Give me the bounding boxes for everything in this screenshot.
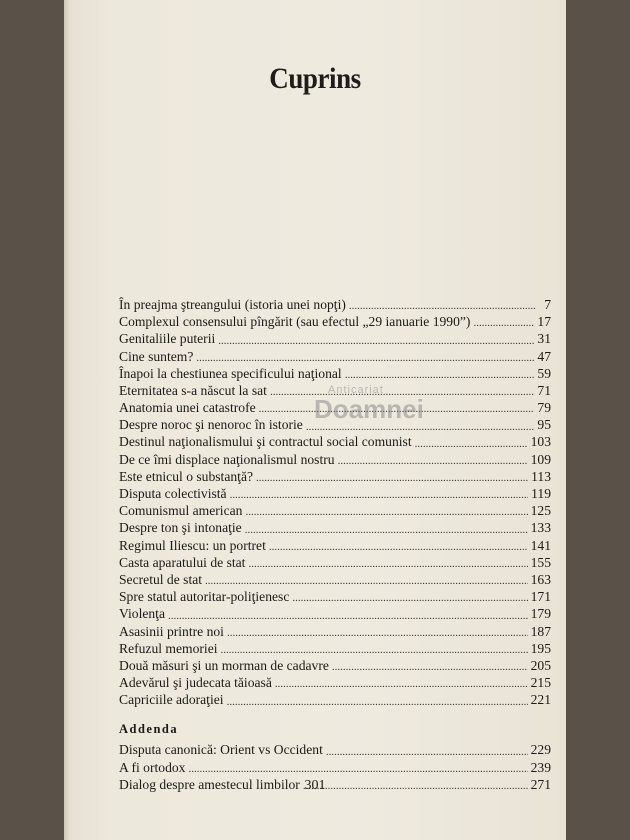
toc-entry-title: În preajma ştreangului (istoria unei nopţi) [119,296,346,312]
toc-entry-page: 79 [537,400,551,416]
toc-entry [119,759,551,776]
book-page [64,0,566,840]
toc-main-list [119,296,551,709]
toc-entry-title: Complexul consensului pîngărit (sau efectul „29 ianuarie 1990”) [119,314,471,330]
toc-entry-page: 195 [530,640,551,656]
toc-leader-dots [205,574,528,588]
toc-entry [119,605,551,622]
toc-entry-page: 113 [531,468,551,484]
toc-entry-title: Adevărul şi judecata tăioasă [119,675,272,691]
toc-entry [119,742,551,759]
toc-entry-title: Violenţa [119,606,165,622]
toc-entry [119,434,551,451]
toc-leader-dots [168,609,528,623]
toc-entry-title: Două măsuri şi un morman de cadavre [119,657,329,673]
toc-leader-dots [259,402,535,416]
toc-entry-title: Anatomia unei catastrofe [119,400,256,416]
toc-entry-page: 179 [530,606,551,622]
toc-entry-page: 119 [531,486,551,502]
toc-leader-dots [245,523,528,537]
toc-entry [119,468,551,485]
toc-entry-title: Secretul de stat [119,571,203,587]
toc-entry [119,588,551,605]
toc-leader-dots [227,626,528,640]
toc-entry-title: Dialog despre amestecul limbilor [119,776,300,792]
toc-entry [119,657,551,674]
toc-entry [119,519,551,536]
toc-entry-page: 229 [530,742,551,758]
toc-entry-page: 59 [537,365,551,381]
toc-leader-dots [326,745,528,759]
toc-entry [119,296,551,313]
toc-entry [119,554,551,571]
toc-leader-dots [230,488,529,502]
toc-entry-page: 171 [530,589,551,605]
toc-entry [119,365,551,382]
toc-entry-page: 221 [530,692,551,708]
toc-entry-title: Cine suntem? [119,348,194,364]
toc-entry-title: Înapoi la chestiunea specificului naţional [119,365,342,381]
toc-entry-title: Genitaliile puterii [119,331,216,347]
toc-leader-dots [338,454,528,468]
toc-entry [119,416,551,433]
toc-entry [119,313,551,330]
toc-entry-page: 125 [530,503,551,519]
toc-leader-dots [227,695,528,709]
toc-entry-title: De ce îmi displace naţionalismul nostru [119,451,335,467]
toc-leader-dots [188,762,527,776]
toc-entry-title: Asasinii printre noi [119,623,224,639]
toc-entry [119,537,551,554]
toc-leader-dots [306,420,535,434]
toc-entry-page: 271 [530,776,551,792]
toc-entry-page: 71 [537,382,551,398]
toc-leader-dots [275,677,528,691]
toc-entry-page: 163 [530,571,551,587]
toc-entry-title: Este etnicul o substanţă? [119,468,254,484]
toc-entry-title: A fi ortodox [119,759,186,775]
toc-entry-title: Refuzul memoriei [119,640,218,656]
toc-entry-page: 239 [530,759,551,775]
toc-leader-dots [345,368,535,382]
toc-entry-page: 141 [530,537,551,553]
toc-leader-dots [270,385,534,399]
toc-entry-page: 205 [530,657,551,673]
toc-entry-page: 133 [530,520,551,536]
toc-entry-page: 7 [544,296,551,312]
toc-entry-title: Spre statul autoritar-poliţienesc [119,589,290,605]
toc-entry-page: 155 [530,554,551,570]
toc-entry-page: 31 [537,331,551,347]
toc-leader-dots [269,540,528,554]
page-number: 301 [304,778,326,793]
toc-entry [119,674,551,691]
toc-leader-dots [473,316,534,330]
page-title: Cuprins [269,62,361,95]
watermark-line1: Anticariat [328,384,384,396]
toc-entry-title: Destinul naţionalismului şi contractul social comunist [119,434,412,450]
toc-leader-dots [221,643,528,657]
toc-entry-page: 17 [537,314,551,330]
toc-entry-page: 215 [530,675,551,691]
toc-entry [119,330,551,347]
toc-entry-title: Despre ton şi intonaţie [119,520,242,536]
toc-leader-dots [256,471,528,485]
watermark-line2: Doamnei [314,394,424,424]
toc-entry [119,691,551,708]
toc-leader-dots [349,299,536,313]
toc-entry-page: 103 [530,434,551,450]
toc-entry-title: Comunismul american [119,503,243,519]
addenda-heading: Addenda [119,721,179,736]
toc-entry-page: 95 [537,417,551,433]
toc-entry-title: Regimul Iliescu: un portret [119,537,266,553]
toc-entry [119,485,551,502]
toc-entry-page: 109 [530,451,551,467]
toc-leader-dots [332,660,528,674]
toc-entry-page: 187 [530,623,551,639]
toc-entry-title: Casta aparatului de stat [119,554,246,570]
toc-entry [119,502,551,519]
toc-entry [119,451,551,468]
toc-leader-dots [292,591,527,605]
toc-leader-dots [218,334,534,348]
table-of-contents [119,296,551,793]
toc-entry-title: Disputa canonică: Orient vs Occident [119,742,323,758]
toc-leader-dots [248,557,527,571]
toc-entry [119,399,551,416]
toc-entry [119,348,551,365]
toc-entry [119,623,551,640]
toc-leader-dots [245,505,527,519]
toc-entry-title: Disputa colectivistă [119,486,227,502]
toc-entry [119,382,551,399]
toc-entry [119,640,551,657]
toc-entry-page: 47 [537,348,551,364]
toc-entry-title: Eternitatea s-a născut la sat [119,382,267,398]
toc-entry-title: Despre noroc şi nenoroc în istorie [119,417,303,433]
toc-entry-title: Capriciile adoraţiei [119,692,224,708]
toc-leader-dots [196,351,534,365]
toc-entry [119,571,551,588]
toc-leader-dots [415,437,528,451]
